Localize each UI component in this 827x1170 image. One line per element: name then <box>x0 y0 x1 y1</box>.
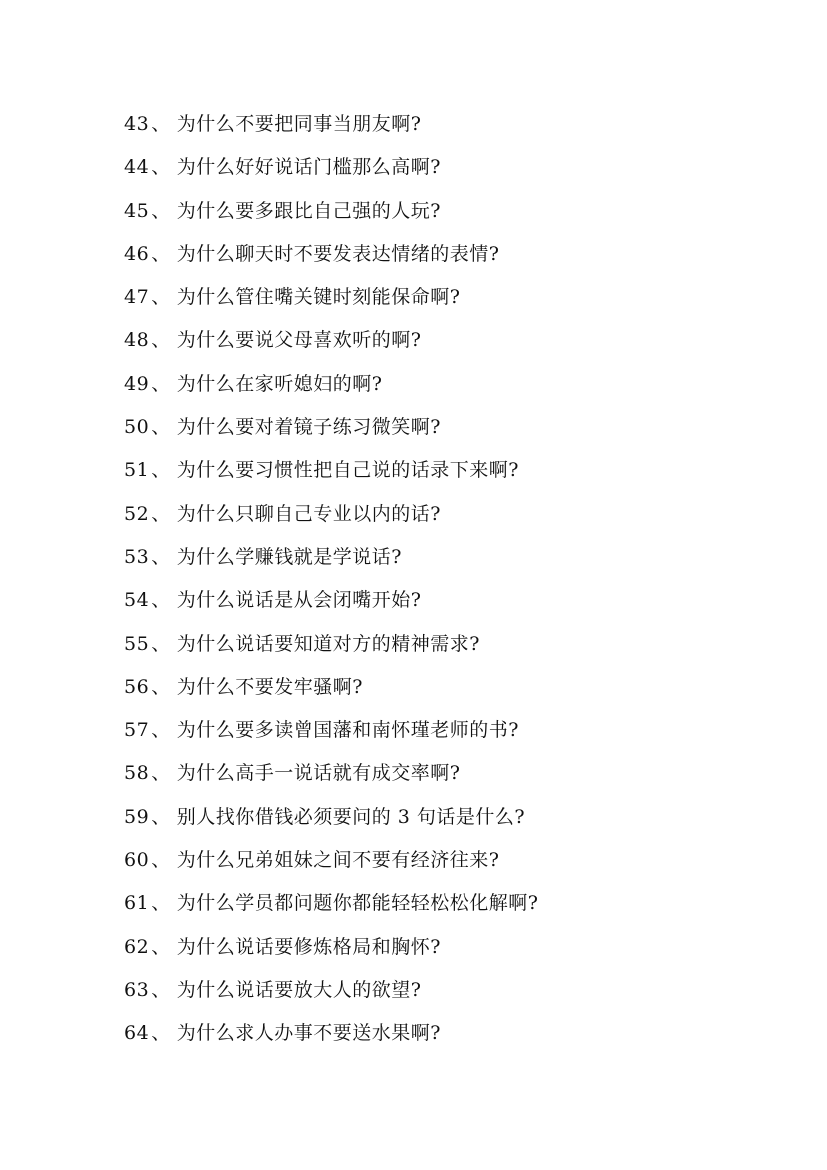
question-number: 43 <box>124 113 150 135</box>
question-number: 59 <box>124 805 150 828</box>
question-text: 为什么要多跟比自己强的人玩? <box>176 199 441 222</box>
question-number: 62 <box>124 935 150 958</box>
question-item <box>124 973 538 1016</box>
question-separator: 、 <box>151 199 171 222</box>
question-number: 44 <box>124 156 150 179</box>
question-separator: 、 <box>151 1022 171 1045</box>
question-text: 为什么要习惯性把自己说的话录下来啊? <box>176 459 519 482</box>
question-item <box>124 280 538 323</box>
question-list <box>124 107 538 1060</box>
question-item <box>124 627 538 670</box>
question-separator: 、 <box>151 329 171 352</box>
question-number: 54 <box>124 589 150 612</box>
question-item <box>124 713 538 756</box>
question-text: 为什么说话要知道对方的精神需求? <box>176 632 480 655</box>
question-number: 60 <box>124 849 150 872</box>
question-text: 为什么高手一说话就有成交率啊? <box>176 762 461 785</box>
question-separator: 、 <box>151 632 171 655</box>
question-item <box>124 367 538 410</box>
question-text: 为什么要多读曾国藩和南怀瑾老师的书? <box>176 719 519 742</box>
question-separator: 、 <box>151 849 171 872</box>
question-item <box>124 150 538 193</box>
question-item <box>124 107 538 150</box>
question-number: 56 <box>124 675 150 698</box>
question-separator: 、 <box>151 502 171 525</box>
question-separator: 、 <box>151 935 171 958</box>
question-number: 55 <box>124 632 150 655</box>
question-separator: 、 <box>151 416 171 439</box>
question-number: 58 <box>124 762 150 785</box>
question-number: 53 <box>124 545 150 568</box>
question-number: 63 <box>124 978 150 1001</box>
question-separator: 、 <box>151 545 171 568</box>
question-text: 为什么不要把同事当朋友啊? <box>176 113 422 135</box>
question-text: 为什么只聊自己专业以内的话? <box>176 502 441 525</box>
question-item <box>124 323 538 366</box>
question-item <box>124 886 538 929</box>
question-separator: 、 <box>151 372 171 395</box>
question-item <box>124 540 538 583</box>
question-number: 57 <box>124 719 150 742</box>
question-separator: 、 <box>151 892 171 915</box>
question-item <box>124 930 538 973</box>
question-text: 别人找你借钱必须要问的 3 句话是什么? <box>176 805 526 828</box>
question-separator: 、 <box>151 459 171 482</box>
question-item <box>124 194 538 237</box>
question-item <box>124 843 538 886</box>
question-separator: 、 <box>151 978 171 1001</box>
question-number: 45 <box>124 199 150 222</box>
question-number: 48 <box>124 329 150 352</box>
question-number: 49 <box>124 372 150 395</box>
question-separator: 、 <box>151 675 171 698</box>
question-number: 50 <box>124 416 150 439</box>
question-separator: 、 <box>151 762 171 785</box>
question-text: 为什么说话要放大人的欲望? <box>176 978 422 1001</box>
question-number: 46 <box>124 242 150 265</box>
question-text: 为什么好好说话门槛那么高啊? <box>176 156 441 179</box>
question-number: 51 <box>124 459 150 482</box>
question-text: 为什么在家听媳妇的啊? <box>176 372 383 395</box>
question-text: 为什么兄弟姐妹之间不要有经济往来? <box>176 849 500 872</box>
question-number: 52 <box>124 502 150 525</box>
question-number: 47 <box>124 286 150 309</box>
question-text: 为什么学赚钱就是学说话? <box>176 545 402 568</box>
question-text: 为什么说话是从会闭嘴开始? <box>176 589 422 612</box>
question-separator: 、 <box>151 286 171 309</box>
question-item <box>124 1016 538 1059</box>
question-separator: 、 <box>151 805 171 828</box>
question-text: 为什么要说父母喜欢听的啊? <box>176 329 422 352</box>
question-text: 为什么学员都问题你都能轻轻松松化解啊? <box>176 892 539 915</box>
question-number: 64 <box>124 1022 150 1045</box>
question-text: 为什么聊天时不要发表达情绪的表情? <box>176 242 500 265</box>
question-item <box>124 237 538 280</box>
question-text: 为什么要对着镜子练习微笑啊? <box>176 416 441 439</box>
question-separator: 、 <box>151 113 171 135</box>
question-item <box>124 410 538 453</box>
question-item <box>124 670 538 713</box>
question-item <box>124 756 538 799</box>
question-number: 61 <box>124 892 150 915</box>
question-text: 为什么管住嘴关键时刻能保命啊? <box>176 286 461 309</box>
question-item <box>124 453 538 496</box>
question-text: 为什么说话要修炼格局和胸怀? <box>176 935 441 958</box>
question-separator: 、 <box>151 719 171 742</box>
question-separator: 、 <box>151 242 171 265</box>
question-item <box>124 497 538 540</box>
question-text: 为什么求人办事不要送水果啊? <box>176 1022 441 1045</box>
question-text: 为什么不要发牢骚啊? <box>176 675 363 698</box>
question-separator: 、 <box>151 156 171 179</box>
question-item <box>124 800 538 843</box>
question-separator: 、 <box>151 589 171 612</box>
question-item <box>124 583 538 626</box>
